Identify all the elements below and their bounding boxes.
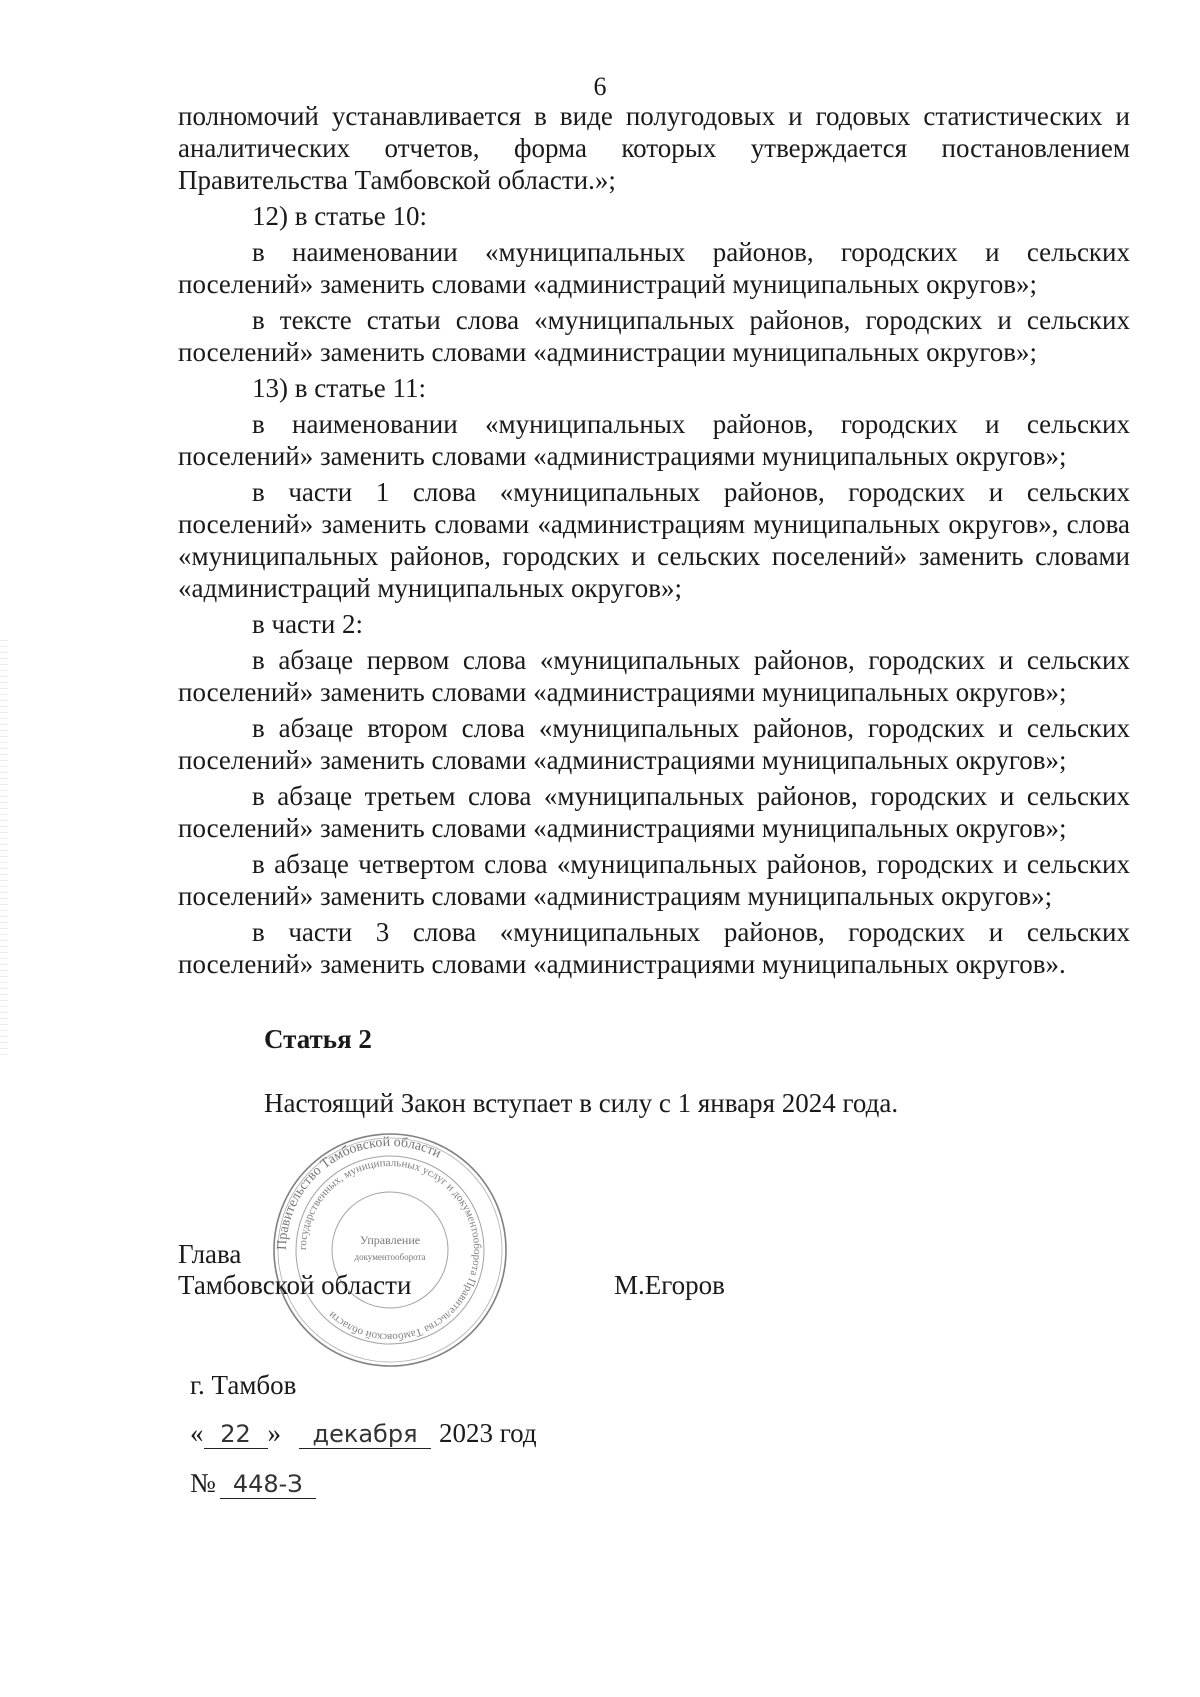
paragraph-7: в части 2: bbox=[252, 609, 364, 639]
signature-name: М.Егоров bbox=[614, 1270, 725, 1300]
paragraph-3: в тексте статьи слова «муниципальных районов, городских и сельских поселений» заменить словами «администрации муниципальных округов»; bbox=[178, 305, 1130, 367]
paragraph-0: полномочий устанавливается в виде полугодовых и годовых статистических и аналитических отчетов, форма которых утверждается постановлением Правительства Тамбовской области.»; bbox=[178, 101, 1130, 195]
date-close-quote: » bbox=[267, 1418, 281, 1448]
amendment-text bbox=[178, 100, 1130, 984]
paragraph-12: в части 3 слова «муниципальных районов, городских и сельских поселений» заменить словами «администрациями муниципальных округов». bbox=[178, 917, 1130, 979]
paragraph-1: 12) в статье 10: bbox=[252, 201, 427, 231]
paragraph-8: в абзаце первом слова «муниципальных районов, городских и сельских поселений» заменить словами «администрациями муниципальных округов»; bbox=[178, 645, 1130, 707]
official-stamp bbox=[270, 1130, 510, 1370]
scan-edge-artifact bbox=[0, 640, 8, 1060]
place-of-signing: г. Тамбов bbox=[190, 1370, 297, 1400]
law-number bbox=[190, 1468, 316, 1499]
date-year: 2023 год bbox=[439, 1418, 537, 1448]
svg-text:государственных, муниципальных bbox=[297, 1157, 483, 1343]
article-text: Настоящий Закон вступает в силу с 1 января 2024 года. bbox=[264, 1088, 899, 1118]
stamp-center-line2: документооборота bbox=[354, 1252, 426, 1262]
date-open-quote: « bbox=[190, 1418, 204, 1448]
paragraph-11: в абзаце четвертом слова «муниципальных районов, городских и сельских поселений» заменить словами «администрациям муниципальных округов»; bbox=[178, 849, 1130, 911]
paragraph-4: 13) в статье 11: bbox=[252, 373, 426, 403]
number-value: 448-З bbox=[220, 1470, 316, 1499]
paragraph-2: в наименовании «муниципальных районов, городских и сельских поселений» заменить словами «администраций муниципальных округов»; bbox=[178, 237, 1130, 299]
paragraph-10: в абзаце третьем слова «муниципальных районов, городских и сельских поселений» заменить словами «администрациями муниципальных округов»; bbox=[178, 781, 1130, 843]
paragraph-6: в части 1 слова «муниципальных районов, городских и сельских поселений» заменить словами «администрациям муниципальных округов», слова «муниципальных районов, городских и сельских поселений» заменить словами «администраций муниципальных округов»; bbox=[178, 477, 1130, 603]
date-month: декабря bbox=[299, 1420, 431, 1449]
stamp-inner-text: государственных, муниципальных услуг и документооборота Правительства Тамбовской области bbox=[296, 1156, 484, 1344]
paragraph-5: в наименовании «муниципальных районов, городских и сельских поселений» заменить словами «администрациями муниципальных округов»; bbox=[178, 409, 1130, 471]
paragraph-9: в абзаце втором слова «муниципальных районов, городских и сельских поселений» заменить словами «администрациями муниципальных округов»; bbox=[178, 713, 1130, 775]
signature-region: Тамбовской области bbox=[178, 1270, 412, 1300]
stamp-outer-text: Правительство Тамбовской области bbox=[274, 1134, 444, 1251]
signing-date bbox=[190, 1418, 537, 1449]
article-title: Статья 2 bbox=[264, 1024, 372, 1054]
number-sign: № bbox=[190, 1468, 216, 1498]
page-number: 6 bbox=[593, 72, 607, 101]
stamp-center-line1: Управление bbox=[359, 1233, 421, 1247]
date-day: 22 bbox=[204, 1420, 268, 1449]
signature-title: Глава bbox=[178, 1239, 242, 1269]
